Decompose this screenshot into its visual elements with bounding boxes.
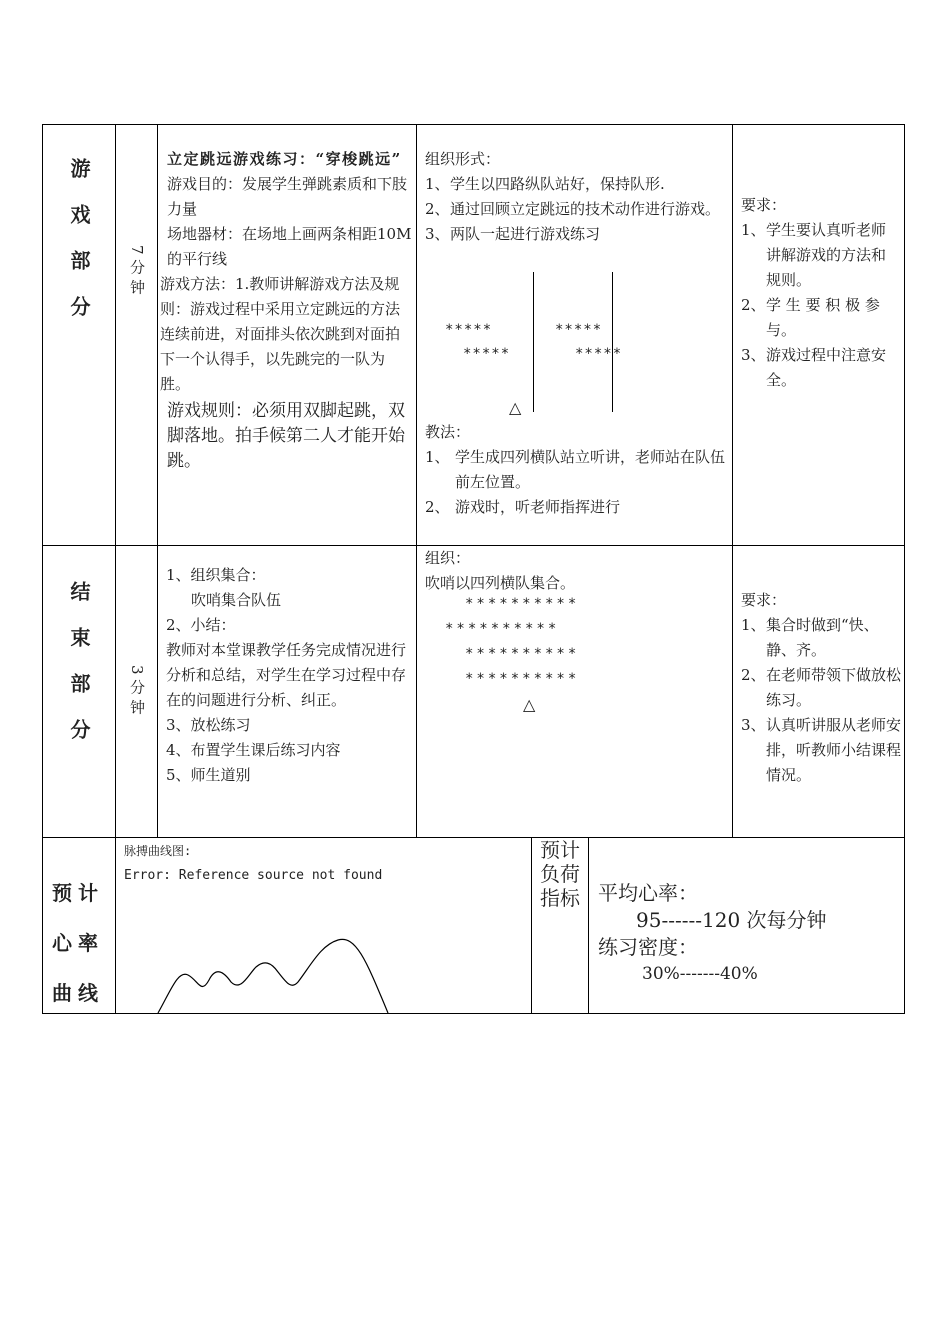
end-content-line: 4、布置学生课后练习内容 [166, 741, 341, 759]
end-content-line: 1、组织集合： [166, 566, 266, 584]
game-req-item: 2、 学 生 要 积 极 参与。 [741, 296, 880, 339]
game-rules: 游戏规则：必须用双脚起跳，双脚落地。拍手候第二人才能开始跳。 [167, 401, 405, 471]
game-org [425, 147, 727, 247]
end-content-line: 教师对本堂课教学任务完成情况进行分析和总结，对学生在学习过程中存在的问题进行分析、纠正。 [166, 641, 407, 709]
parallel-line-left [533, 272, 534, 412]
game-teach-heading: 教法： [425, 423, 471, 441]
game-org-heading: 组织形式： [425, 150, 501, 168]
game-org-item: 2、 通过回顾立定跳远的技术动作进行游戏。 [425, 200, 721, 218]
pulse-curve-line [158, 939, 388, 1013]
end-req-item: 1、 集合时做到“快、静、齐。 [741, 616, 879, 659]
end-org-heading: 组织： [425, 549, 471, 567]
game-equipment: 场地器材：在场地上画两条相距10M的平行线 [167, 225, 412, 268]
teacher-marker: △ [509, 398, 522, 417]
avg-hr-value: 95------120 次每分钟 [636, 908, 827, 932]
game-req [741, 193, 899, 393]
chart-title: 脉搏曲线图: [124, 844, 192, 858]
load-label: 预计负荷指标 [540, 838, 580, 910]
end-section-label: 结束部分 [67, 581, 91, 765]
end-req [741, 588, 901, 788]
reference-error: Error: Reference source not found [124, 868, 383, 883]
game-goal: 游戏目的：发展学生弹跳素质和下肢力量 [167, 175, 408, 218]
formation-row: ********** [465, 646, 580, 662]
game-title: 立定跳远游戏练习：“穿梭跳远” [167, 150, 402, 168]
end-content [166, 563, 411, 788]
game-req-heading: 要求： [741, 196, 787, 214]
pulse-curve [116, 920, 530, 1014]
teacher-marker: △ [523, 695, 536, 714]
density-label: 练习密度： [598, 935, 698, 959]
end-content-line: 5、师生道别 [166, 766, 251, 784]
end-req-heading: 要求： [741, 591, 787, 609]
game-req-item: 1、 学生要认真听老师讲解游戏的方法和规则。 [741, 221, 887, 289]
avg-hr-label: 平均心率： [598, 881, 698, 905]
end-org-line: 吹哨以四列横队集合。 [425, 574, 576, 592]
end-req-item: 3、 认真听讲服从老师安排，听教师小结课程情况。 [741, 716, 902, 784]
load-values [598, 880, 898, 988]
end-content-line: 2、小结： [166, 616, 236, 634]
game-teach [425, 420, 727, 520]
end-content-line: 吹哨集合队伍 [191, 591, 282, 609]
formation-row: ***** [445, 322, 493, 338]
density-value: 30%-------40% [642, 964, 758, 984]
formation-row: ********** [465, 671, 580, 687]
game-section-label: 游戏部分 [67, 158, 91, 342]
heart-section-label: 预计心率曲线 [52, 881, 104, 1005]
game-teach-item: 2、 游戏时，听老师指挥进行 [425, 498, 621, 516]
end-req-item: 2、 在老师带领下做放松练习。 [741, 666, 902, 709]
formation-row: ***** [555, 322, 603, 338]
game-org-item: 1、 学生以四路纵队站好，保持队形. [425, 175, 665, 193]
end-content-line: 3、放松练习 [166, 716, 251, 734]
game-teach-item: 1、 学生成四列横队站立听讲，老师站在队伍前左位置。 [425, 448, 726, 491]
formation-row: ********** [445, 621, 560, 637]
game-time: 7分钟 [128, 244, 146, 300]
game-content [160, 147, 412, 474]
formation-row: ********** [465, 596, 580, 612]
game-method: 游戏方法：1.教师讲解游戏方法及规则：游戏过程中采用立定跳远的方法连续前进，对面排头依次跳到对面拍下一个认得手，以先跳完的一队为胜。 [160, 275, 401, 393]
formation-row: ***** [463, 346, 511, 362]
parallel-line-right [612, 272, 613, 412]
game-org-item: 3、 两队一起进行游戏练习 [425, 225, 601, 243]
end-time: 3分钟 [128, 664, 146, 720]
end-org [425, 546, 727, 596]
formation-row: ***** [575, 346, 623, 362]
game-req-item: 3、 游戏过程中注意安全。 [741, 346, 887, 389]
